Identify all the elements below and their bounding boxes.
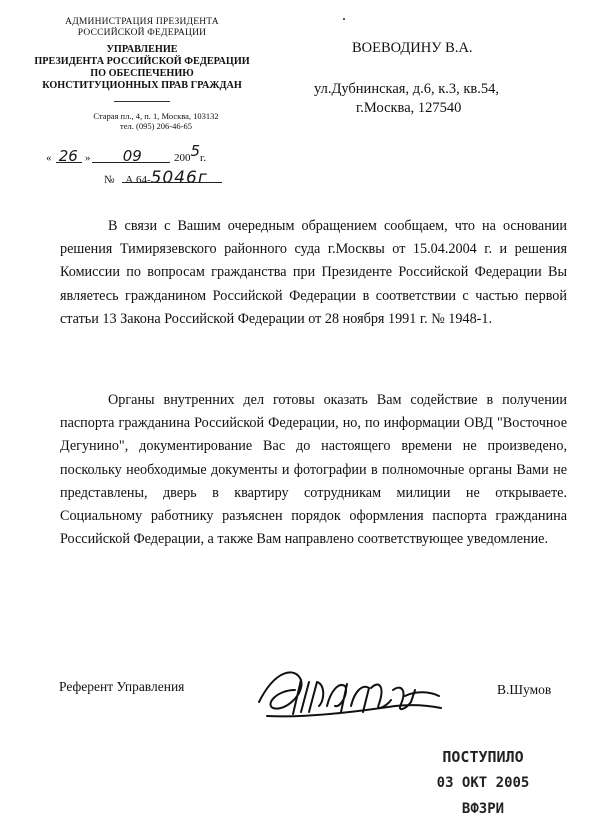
recipient-city: г.Москва, 127540 bbox=[356, 100, 462, 116]
date-year-suffix: 5 bbox=[190, 142, 201, 160]
recipient-name: ВОЕВОДИНУ В.А. bbox=[352, 40, 473, 56]
recipient-street: ул.Дубнинская, д.6, к.3, кв.54, bbox=[314, 81, 500, 97]
number-handwritten: 5046г bbox=[150, 168, 208, 188]
day-underline bbox=[56, 162, 82, 163]
handwritten-signature bbox=[255, 660, 445, 726]
scan-speck bbox=[343, 18, 345, 20]
number-line bbox=[104, 168, 208, 188]
date-day: 26 bbox=[58, 147, 78, 165]
number-underline bbox=[122, 182, 222, 183]
received-stamp-date: 03 ОКТ 2005 bbox=[436, 775, 530, 791]
sender-dept-line1: УПРАВЛЕНИЕ bbox=[106, 44, 178, 55]
date-year-prefix: 200 bbox=[174, 152, 191, 164]
sender-dept-line2: ПРЕЗИДЕНТА РОССИЙСКОЙ ФЕДЕРАЦИИ bbox=[34, 56, 250, 67]
sender-admin-line2: РОССИЙСКОЙ ФЕДЕРАЦИИ bbox=[77, 28, 207, 38]
sender-admin-line1: АДМИНИСТРАЦИЯ ПРЕЗИДЕНТА bbox=[65, 17, 219, 27]
sender-dept-line3: ПО ОБЕСПЕЧЕНИЮ bbox=[90, 68, 194, 79]
month-underline bbox=[92, 162, 170, 163]
date-open-quote: « bbox=[46, 152, 52, 164]
number-prefix: А 64- bbox=[125, 174, 151, 186]
body-paragraph-1: В связи с Вашим очередным обращением сообщаем, что на основании решения Тимирязевского районного суда г.Москвы от 15.04.2004 г. и решения Комиссии по вопросам гражданства при Президенте Российской Федерации Вы являетесь гражданином Российской Федерации в соответствии с частью первой статьи 13 Закона Российской Федерации от 28 ноября 1991 г. № 1948-1. bbox=[60, 218, 567, 327]
signer-position: Референт Управления bbox=[59, 679, 185, 694]
sender-dept-line4: КОНСТИТУЦИОННЫХ ПРАВ ГРАЖДАН bbox=[42, 80, 242, 91]
body-paragraph-2: Органы внутренних дел готовы оказать Вам содействие в получении паспорта гражданина Российской Федерации, но, по информации ОВД "Восточное Дегунино", документирование Вас до настоящего времени не произведено, поскольку необходимые документы и фотографии в полномочные органы Вами не представлены, дверь в квартиру сотрудникам милиции не открываете. Социальному работнику разъяснен порядок оформления паспорта гражданина Российской Федерации, а также Вам направлено соответствующее уведомление. bbox=[60, 392, 567, 548]
header-divider bbox=[114, 101, 170, 102]
sender-address: Старая пл., 4, п. 1, Москва, 103132 bbox=[93, 111, 219, 121]
received-stamp-dept: ВФЗРИ bbox=[461, 801, 505, 817]
received-stamp-title: ПОСТУПИЛО bbox=[442, 748, 524, 766]
date-month: 09 bbox=[122, 147, 142, 165]
date-close-quote: » bbox=[85, 152, 91, 164]
date-year-abbr: г. bbox=[200, 152, 207, 164]
number-label: № bbox=[104, 174, 115, 186]
signer-name: В.Шумов bbox=[497, 682, 552, 697]
sender-phone: тел. (095) 206-46-65 bbox=[120, 121, 192, 131]
